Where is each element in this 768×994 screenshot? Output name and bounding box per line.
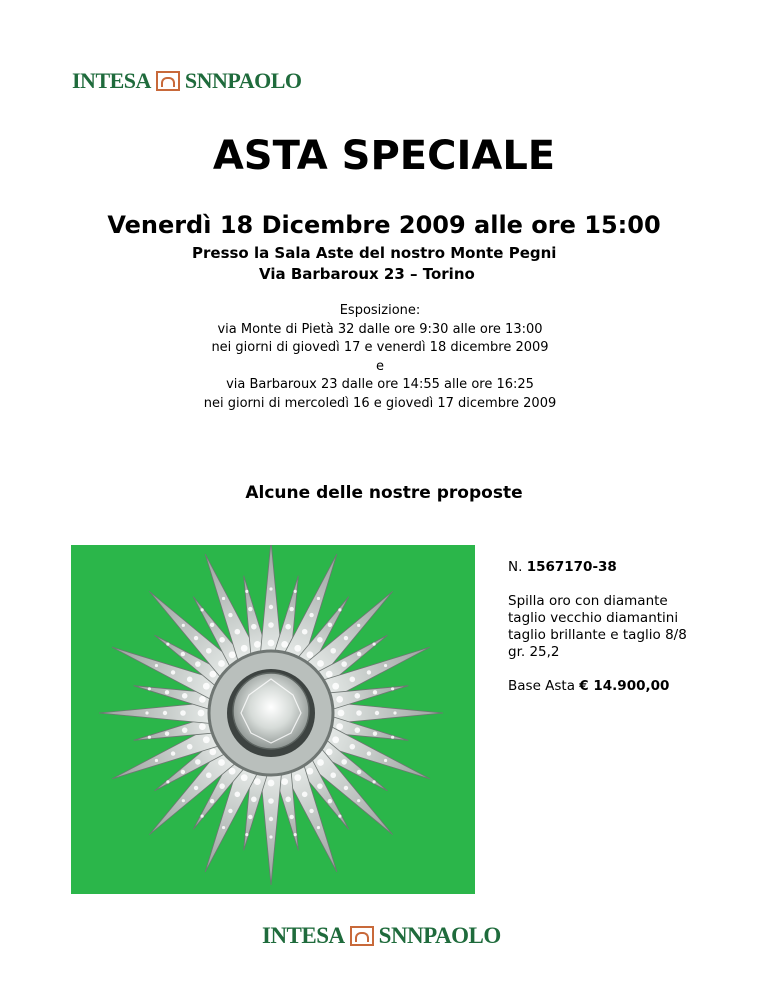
diamond-sparkle [294,833,297,836]
diamond-sparkle [218,759,225,766]
diamond-sparkle [187,744,193,750]
diamond-sparkle [181,652,185,656]
diamond-sparkle [251,797,257,803]
diamond-sparkle [306,651,313,658]
diamond-sparkle [203,736,210,743]
lot-detail-line: taglio brillante e taglio 8/8 [508,627,687,643]
diamond-sparkle [328,799,332,803]
diamond-sparkle [302,792,308,798]
diamond-sparkle [285,624,291,630]
diamond-sparkle [248,607,252,611]
diamond-sparkle [201,608,204,611]
diamond-sparkle [235,629,241,635]
diamond-sparkle [341,661,347,667]
lot-number-prefix: N. [508,559,523,575]
diamond-sparkle [294,645,301,652]
brooch-photo [71,545,475,894]
base-price-label: Base Asta [508,678,575,694]
diamond-sparkle [245,833,248,836]
diamond-sparkle [148,736,151,739]
diamond-sparkle [317,637,323,643]
diamond-sparkle [222,826,225,829]
diamond-sparkle [357,770,361,774]
diamond-sparkle [317,660,324,667]
diamond-sparkle [268,798,274,804]
exhibition-line: nei giorni di giovedì 17 e venerdì 18 dicembre 2009 [211,340,549,355]
diamond-sparkle [209,671,216,678]
diamond-sparkle [209,748,216,755]
diamond-sparkle [254,778,261,785]
diamond-sparkle [350,744,356,750]
diamond-sparkle [294,590,297,593]
lot-number-line [508,559,748,576]
diamond-sparkle [281,641,288,648]
diamond-sparkle [155,664,158,667]
diamond-sparkle [206,772,212,778]
diamond-sparkle [373,780,376,783]
base-price-value: € 14.900,00 [579,678,670,694]
diamond-sparkle [357,652,361,656]
diamond-sparkle [165,690,169,694]
diamond-sparkle [317,783,323,789]
diamond-sparkle [218,660,225,667]
diamond-sparkle [384,664,387,667]
exhibition-line: via Barbaroux 23 dalle ore 14:55 alle ore 16:25 [226,377,534,392]
diamond-sparkle [384,759,387,762]
exhibition-heading: Esposizione: [339,303,421,318]
logo-arch-icon [350,926,374,946]
exhibition-line: via Monte di Pietà 32 dalle ore 9:30 alle ore 13:00 [217,321,543,337]
diamond-sparkle [356,710,362,716]
diamond-sparkle [373,643,376,646]
diamond-sparkle [373,731,377,735]
diamond-sparkle [285,797,291,803]
lot-detail-line: gr. 25,2 [508,644,560,660]
diamond-sparkle [302,629,308,635]
logo-arch-icon [156,71,180,91]
diamond-sparkle [182,624,185,627]
diamond-sparkle [317,759,324,766]
diamond-sparkle [336,696,343,703]
diamond-sparkle [201,815,204,818]
diamond-sparkle [268,640,275,647]
diamond-sparkle [198,710,205,717]
page-title: ASTA SPECIALE [212,133,556,179]
diamond-sparkle [166,780,169,783]
diamond-sparkle [289,607,293,611]
lot-detail-line: Spilla oro con diamante [508,593,668,609]
intesa-sanpaolo-logo-footer [262,923,501,949]
diamond-sparkle [338,608,341,611]
diamond-sparkle [241,645,248,652]
diamond-sparkle [235,792,241,798]
diamond-sparkle [182,799,185,802]
logo-text-left: INTESA [262,923,345,948]
diamond-sparkle [194,636,198,640]
diamond-sparkle [391,736,394,739]
diamond-sparkle [194,786,198,790]
diamond-sparkle [375,711,379,715]
diamond-sparkle [367,670,371,674]
diamond-sparkle [341,759,347,765]
diamond-sparkle [269,835,272,838]
diamond-sparkle [228,613,232,617]
diamond-sparkle [165,731,169,735]
proposals-heading: Alcune delle nostre proposte [245,483,523,503]
diamond-sparkle [166,643,169,646]
diamond-sparkle [336,723,343,730]
diamond-sparkle [254,641,261,648]
logo-text-right: SNNPAOLO [378,923,501,948]
diamond-sparkle [155,759,158,762]
diamond-sparkle [338,710,345,717]
exhibition-info [170,302,590,413]
diamond-sparkle [206,648,212,654]
diamond-sparkle [317,826,320,829]
diamond-sparkle [182,727,188,733]
diamond-sparkle [248,815,252,819]
diamond-sparkle [171,670,175,674]
lot-details [508,593,748,661]
diamond-sparkle [182,693,188,699]
diamond-sparkle [344,636,348,640]
intesa-sanpaolo-logo-header [72,68,302,94]
diamond-sparkle [326,748,333,755]
diamond-sparkle [195,759,201,765]
diamond-sparkle [181,770,185,774]
diamond-sparkle [350,677,356,683]
lot-description [508,559,748,712]
diamond-sparkle [219,783,225,789]
diamond-sparkle [241,774,248,781]
diamond-sparkle [332,736,339,743]
diamond-sparkle [326,671,333,678]
starburst-brooch-image [71,545,475,894]
diamond-sparkle [210,799,214,803]
diamond-sparkle [203,683,210,690]
diamond-sparkle [330,772,336,778]
diamond-sparkle [289,815,293,819]
diamond-sparkle [373,690,377,694]
diamond-sparkle [367,751,371,755]
diamond-sparkle [268,780,275,787]
diamond-sparkle [171,751,175,755]
exhibition-line: e [376,358,384,374]
diamond-sparkle [195,661,201,667]
diamond-sparkle [229,651,236,658]
diamond-sparkle [393,711,396,714]
diamond-sparkle [148,687,151,690]
diamond-sparkle [199,723,206,730]
diamond-sparkle [355,693,361,699]
diamond-sparkle [187,677,193,683]
diamond-sparkle [309,809,313,813]
diamond-sparkle [294,774,301,781]
logo-text-left: INTESA [72,68,151,93]
diamond-sparkle [355,727,361,733]
diamond-sparkle [269,587,272,590]
diamond-sparkle [268,622,274,628]
diamond-sparkle [317,597,320,600]
lot-detail-line: taglio vecchio diamantini [508,610,679,626]
venue-line-1: Presso la Sala Aste del nostro Monte Pegni [192,244,557,262]
diamond-sparkle [229,768,236,775]
diamond-sparkle [269,605,273,609]
diamond-sparkle [328,623,332,627]
lot-number: 1567170-38 [526,559,617,575]
diamond-sparkle [391,687,394,690]
diamond-sparkle [306,768,313,775]
diamond-sparkle [269,817,273,821]
diamond-sparkle [180,710,186,716]
logo-text-right: SNNPAOLO [184,68,302,93]
diamond-sparkle [222,597,225,600]
diamond-sparkle [219,637,225,643]
venue-line-2: Via Barbaroux 23 – Torino [259,265,475,283]
diamond-sparkle [357,624,360,627]
diamond-sparkle [199,696,206,703]
diamond-sparkle [281,778,288,785]
diamond-sparkle [330,648,336,654]
diamond-sparkle [332,683,339,690]
base-price-line [508,678,748,695]
diamond-sparkle [163,711,167,715]
diamond-sparkle [210,623,214,627]
auction-date: Venerdì 18 Dicembre 2009 alle ore 15:00 [107,211,661,239]
exhibition-line: nei giorni di mercoledì 16 e giovedì 17 dicembre 2009 [203,395,557,411]
diamond-sparkle [357,799,360,802]
diamond-sparkle [228,809,232,813]
diamond-sparkle [309,613,313,617]
diamond-sparkle [344,786,348,790]
diamond-sparkle [245,590,248,593]
diamond-sparkle [145,711,148,714]
diamond-sparkle [338,815,341,818]
diamond-sparkle [251,624,257,630]
